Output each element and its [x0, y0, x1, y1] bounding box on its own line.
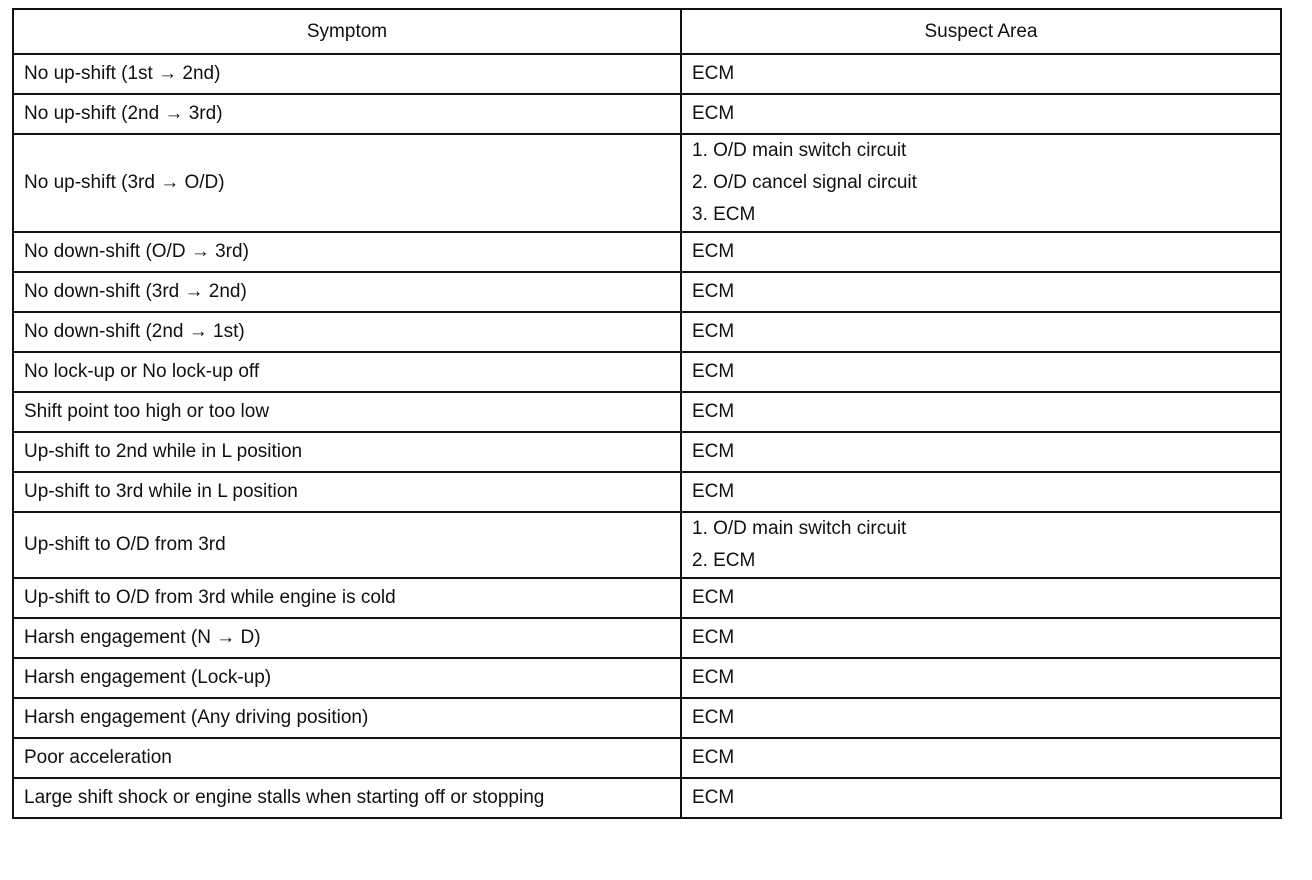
suspect-area-item: ECM — [692, 587, 735, 608]
symptom-cell: No up-shift (1st → 2nd) — [13, 54, 681, 94]
suspect-area-cell — [681, 312, 1281, 352]
symptom-cell: Shift point too high or too low — [13, 392, 681, 432]
suspect-area-item: ECM — [692, 481, 735, 502]
table-row — [13, 134, 1281, 232]
table-row — [13, 54, 1281, 94]
table-row — [13, 272, 1281, 312]
suspect-area-item: 2. ECM — [692, 550, 756, 571]
table-row — [13, 738, 1281, 778]
table-row — [13, 512, 1281, 578]
suspect-area-item: ECM — [692, 707, 735, 728]
symptom-cell: Harsh engagement (Any driving position) — [13, 698, 681, 738]
suspect-area-item: ECM — [692, 787, 735, 808]
suspect-area-cell — [681, 698, 1281, 738]
table-row — [13, 578, 1281, 618]
table-row — [13, 618, 1281, 658]
symptom-cell: No down-shift (2nd → 1st) — [13, 312, 681, 352]
table-row — [13, 94, 1281, 134]
table-row — [13, 392, 1281, 432]
symptom-cell: No down-shift (O/D → 3rd) — [13, 232, 681, 272]
symptom-cell: Harsh engagement (N → D) — [13, 618, 681, 658]
suspect-area-item: ECM — [692, 361, 735, 382]
suspect-area-item: ECM — [692, 241, 735, 262]
suspect-area-item: 2. O/D cancel signal circuit — [692, 172, 917, 193]
suspect-area-cell — [681, 658, 1281, 698]
table-row — [13, 472, 1281, 512]
suspect-area-cell — [681, 94, 1281, 134]
header-suspect-area: Suspect Area — [681, 9, 1281, 54]
symptom-cell: No up-shift (3rd → O/D) — [13, 134, 681, 232]
table-row — [13, 232, 1281, 272]
suspect-area-item: ECM — [692, 441, 735, 462]
suspect-area-item: ECM — [692, 667, 735, 688]
symptom-cell: Up-shift to O/D from 3rd — [13, 512, 681, 578]
symptom-cell: No lock-up or No lock-up off — [13, 352, 681, 392]
suspect-area-cell — [681, 272, 1281, 312]
symptom-cell: Up-shift to O/D from 3rd while engine is cold — [13, 578, 681, 618]
symptom-cell: Large shift shock or engine stalls when starting off or stopping — [13, 778, 681, 818]
table-row — [13, 432, 1281, 472]
suspect-area-item: 1. O/D main switch circuit — [692, 140, 907, 161]
suspect-area-cell — [681, 232, 1281, 272]
table-row — [13, 352, 1281, 392]
suspect-area-cell — [681, 512, 1281, 578]
header-row — [13, 9, 1281, 54]
suspect-area-item: ECM — [692, 747, 735, 768]
header-symptom: Symptom — [13, 9, 681, 54]
table-row — [13, 698, 1281, 738]
symptom-table — [12, 8, 1282, 819]
suspect-area-item: 3. ECM — [692, 204, 756, 225]
suspect-area-item: ECM — [692, 321, 735, 342]
suspect-area-cell — [681, 472, 1281, 512]
suspect-area-cell — [681, 54, 1281, 94]
suspect-area-item: ECM — [692, 401, 735, 422]
symptom-cell: Up-shift to 2nd while in L position — [13, 432, 681, 472]
suspect-area-cell — [681, 738, 1281, 778]
symptom-cell: Poor acceleration — [13, 738, 681, 778]
suspect-area-cell — [681, 578, 1281, 618]
suspect-area-cell — [681, 618, 1281, 658]
symptom-cell: No up-shift (2nd → 3rd) — [13, 94, 681, 134]
table-row — [13, 778, 1281, 818]
table-row — [13, 312, 1281, 352]
suspect-area-cell — [681, 778, 1281, 818]
suspect-area-cell — [681, 134, 1281, 232]
table-row — [13, 658, 1281, 698]
symptom-cell: No down-shift (3rd → 2nd) — [13, 272, 681, 312]
suspect-area-item: ECM — [692, 63, 735, 84]
suspect-area-item: ECM — [692, 103, 735, 124]
symptom-cell: Harsh engagement (Lock-up) — [13, 658, 681, 698]
suspect-area-item: ECM — [692, 627, 735, 648]
suspect-area-cell — [681, 352, 1281, 392]
suspect-area-cell — [681, 392, 1281, 432]
suspect-area-item: ECM — [692, 281, 735, 302]
symptom-cell: Up-shift to 3rd while in L position — [13, 472, 681, 512]
suspect-area-item: 1. O/D main switch circuit — [692, 518, 907, 539]
suspect-area-cell — [681, 432, 1281, 472]
